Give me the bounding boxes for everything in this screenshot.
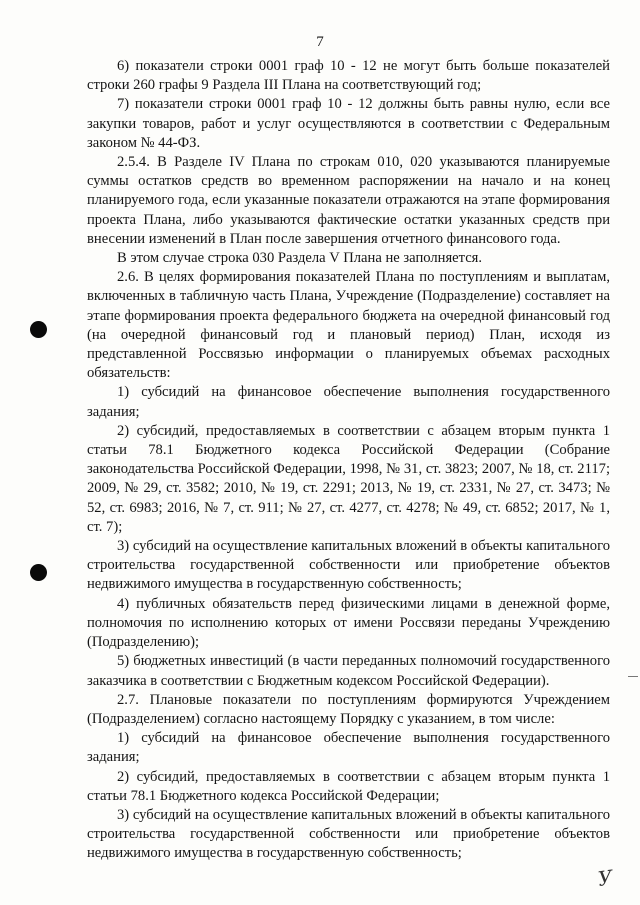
- handwritten-mark: У: [596, 865, 615, 891]
- list-item-2-7-2: 2) субсидий, предоставляемых в соответствии с абзацем вторым пункта 1 статьи 78.1 Бюджетного кодекса Российской Федерации;: [87, 768, 610, 804]
- list-item-2-6-2: 2) субсидий, предоставляемых в соответствии с абзацем вторым пункта 1 статьи 78.1 Бюджетного кодекса Российской Федерации (Собрание законодательства Российской Федерации, 1998, № 31, ст. 3823; 2007, № 18, ст. 2117; 2009, № 29, ст. 3582; 2010, № 19, ст. 2291; 2013, № 19, ст. 2331, № 27, ст. 3473; № 52, ст. 6983; 2016, № 7, ст. 911; № 27, ст. 4277, ст. 4278; № 49, ст. 6852; 2017, № 1, ст. 7);: [87, 422, 610, 535]
- list-item-2-6-3: 3) субсидий на осуществление капитальных вложений в объекты капитального строительства государственной собственности или приобретение объектов недвижимого имущества в государственную собственность;: [87, 538, 610, 593]
- document-body: [87, 57, 610, 864]
- paragraph-2-5-4: 2.5.4. В Разделе IV Плана по строкам 010, 020 указываются планируемые суммы остатков средств во временном распоряжении на начало и на конец планируемого года, если указанные показатели отражаются на этапе формирования проекта Плана, либо указываются фактические остатки указанных средств при внесении изменений в План после завершения отчетного финансового года.: [87, 154, 610, 247]
- paragraph-item-7: 7) показатели строки 0001 граф 10 - 12 должны быть равны нулю, если все закупки товаров, работ и услуг осуществляются в соответствии с Федеральным законом № 44-ФЗ.: [87, 96, 610, 151]
- list-item-2-6-1: 1) субсидий на финансовое обеспечение выполнения государственного задания;: [87, 384, 610, 420]
- paragraph-2-7: 2.7. Плановые показатели по поступлениям формируются Учреждением (Подразделением) согласно настоящему Порядку с указанием, в том числе:: [87, 691, 610, 727]
- paragraph-item-6: 6) показатели строки 0001 граф 10 - 12 не могут быть больше показателей строки 260 графы 9 Раздела III Плана на соответствующий год;: [87, 58, 610, 94]
- list-item-2-6-5: 5) бюджетных инвестиций (в части переданных полномочий государственного заказчика в соответствии с Бюджетным кодексом Российской Федерации).: [87, 653, 610, 689]
- list-item-2-7-3: 3) субсидий на осуществление капитальных вложений в объекты капитального строительства государственной собственности или приобретение объектов недвижимого имущества в государственную собственность;: [87, 806, 610, 862]
- list-item-2-7-1: 1) субсидий на финансовое обеспечение выполнения государственного задания;: [87, 730, 610, 766]
- punch-hole-bottom: [30, 564, 47, 581]
- paragraph-section-v-note: В этом случае строка 030 Раздела V Плана не заполняется.: [117, 250, 483, 267]
- punch-hole-top: [30, 321, 47, 338]
- list-item-2-6-4: 4) публичных обязательств перед физическими лицами в денежной форме, полномочия по исполнению которых от имени Россвязи переданы Учреждению (Подразделению);: [87, 595, 610, 651]
- paragraph-2-6: 2.6. В целях формирования показателей Плана по поступлениям и выплатам, включенных в табличную часть Плана, Учреждение (Подразделение) составляет на этапе формирования проекта федерального бюджета на очередной финансовый год (на очередной финансовый год и плановый период) План, исходя из представленной Россвязью информации о планируемых объемах расходных обязательств:: [87, 269, 610, 382]
- margin-tick: [628, 676, 638, 677]
- page-number: 7: [316, 34, 324, 50]
